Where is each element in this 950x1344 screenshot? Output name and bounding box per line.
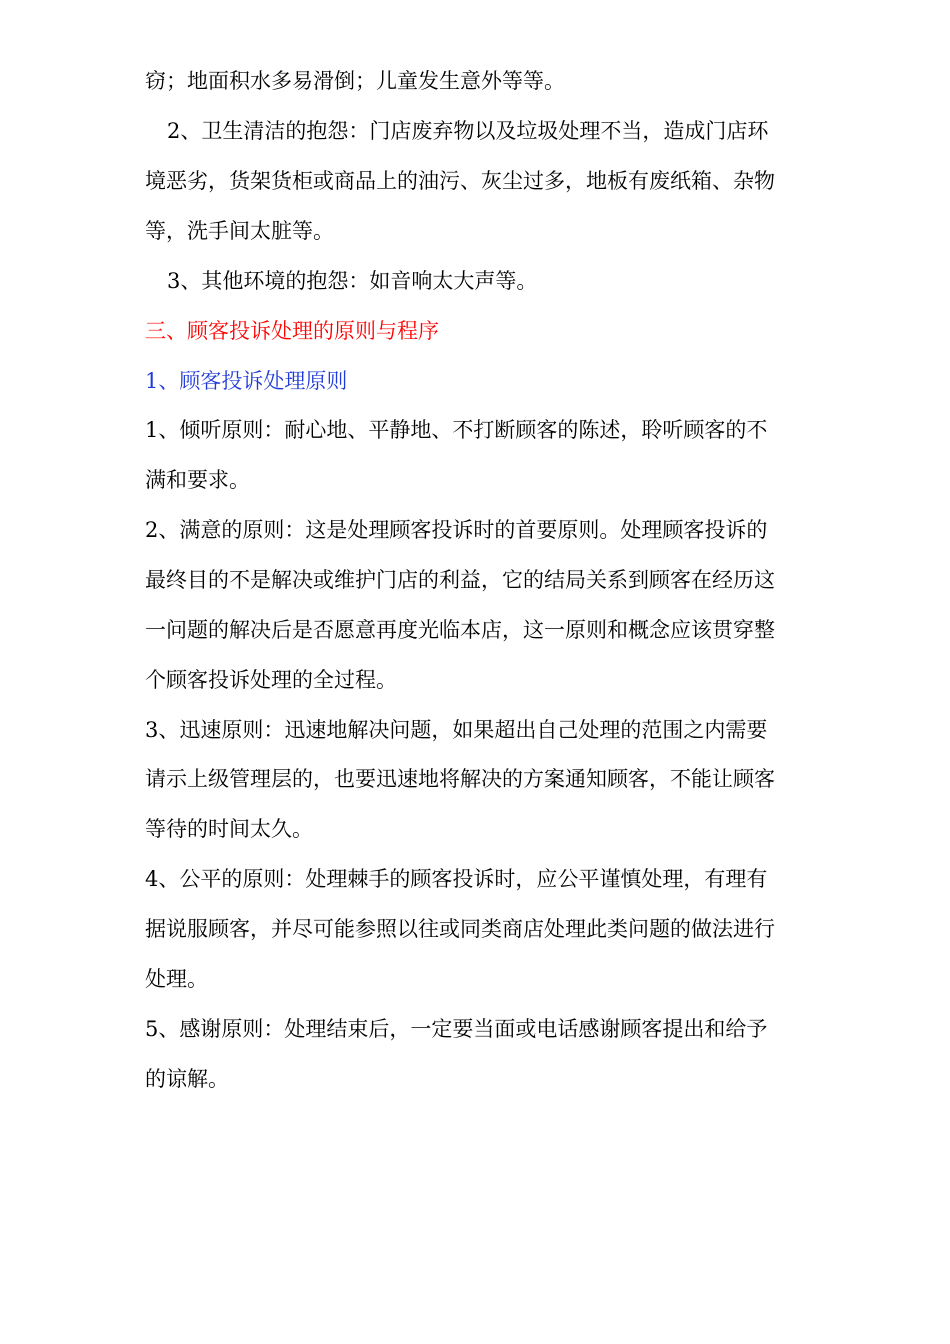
text-line-19: 处理。 [145, 967, 208, 991]
text-line-20: 5、感谢原则：处理结束后，一定要当面或电话感谢顾客提出和给予 [145, 1017, 768, 1041]
text-line-1: 窃；地面积水多易滑倒；儿童发生意外等等。 [145, 69, 565, 93]
text-line-13: 个顾客投诉处理的全过程。 [145, 668, 397, 692]
text-line-10: 2、满意的原则：这是处理顾客投诉时的首要原则。处理顾客投诉的 [145, 518, 768, 542]
subsection-heading: 1、顾客投诉处理原则 [145, 369, 348, 393]
text-line-15: 请示上级管理层的，也要迅速地将解决的方案通知顾客，不能让顾客 [145, 767, 775, 791]
text-line-3: 境恶劣，货架货柜或商品上的油污、灰尘过多，地板有废纸箱、杂物 [145, 169, 775, 193]
text-line-14: 3、迅速原则：迅速地解决问题，如果超出自己处理的范围之内需要 [145, 718, 768, 742]
text-line-11: 最终目的不是解决或维护门店的利益，它的结局关系到顾客在经历这 [145, 568, 775, 592]
text-line-2: 2、卫生清洁的抱怨：门店废弃物以及垃圾处理不当，造成门店环 [167, 119, 769, 143]
text-line-4: 等，洗手间太脏等。 [145, 219, 334, 243]
text-line-17: 4、公平的原则：处理棘手的顾客投诉时，应公平谨慎处理，有理有 [145, 867, 768, 891]
text-line-5: 3、其他环境的抱怨：如音响太大声等。 [167, 269, 538, 293]
text-line-18: 据说服顾客，并尽可能参照以往或同类商店处理此类问题的做法进行 [145, 917, 775, 941]
text-line-12: 一问题的解决后是否愿意再度光临本店，这一原则和概念应该贯穿整 [145, 618, 775, 642]
section-heading: 三、顾客投诉处理的原则与程序 [145, 319, 439, 343]
text-line-21: 的谅解。 [145, 1067, 229, 1091]
text-line-16: 等待的时间太久。 [145, 817, 313, 841]
text-line-8: 1、倾听原则：耐心地、平静地、不打断顾客的陈述，聆听顾客的不 [145, 418, 768, 442]
text-line-9: 满和要求。 [145, 468, 250, 492]
